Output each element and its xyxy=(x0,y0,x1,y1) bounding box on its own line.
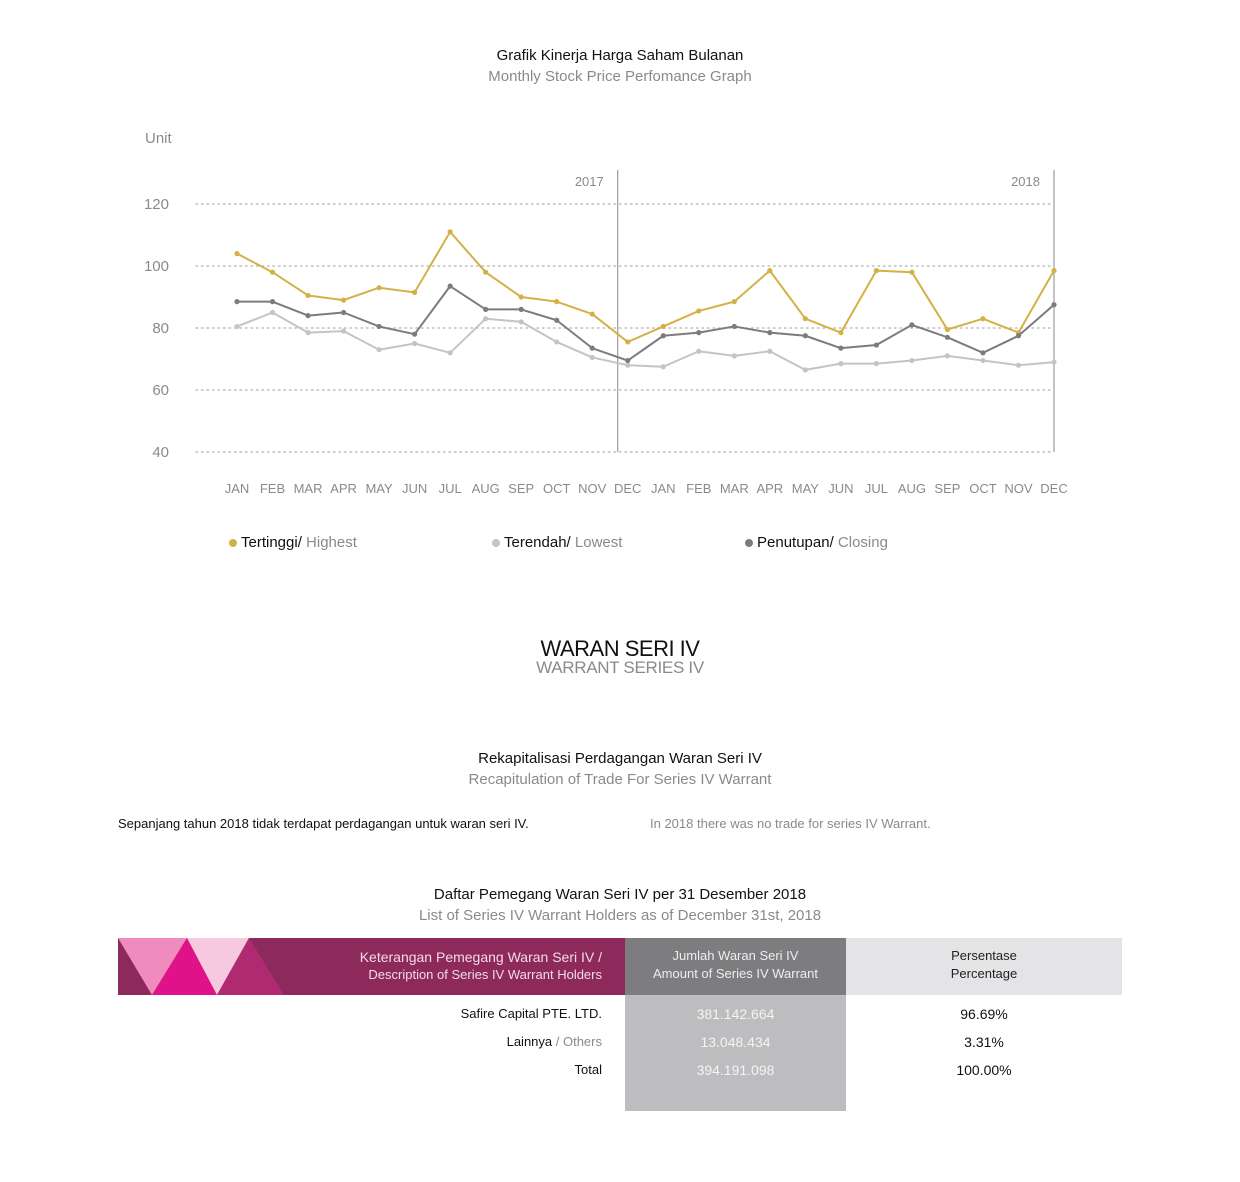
header-percentage-en: Percentage xyxy=(950,966,1018,981)
data-point-lowest xyxy=(483,316,488,321)
data-point-lowest xyxy=(590,355,595,360)
legend-item-lowest xyxy=(492,534,622,551)
data-point-closing xyxy=(803,333,808,338)
header-description-id: Keterangan Pemegang Waran Seri IV / xyxy=(359,949,602,965)
holder-amount: 13.048.434 xyxy=(700,1034,771,1050)
legend-dot-lowest xyxy=(492,539,500,547)
data-point-lowest xyxy=(1051,360,1056,365)
stock-price-chart xyxy=(0,120,1240,510)
data-point-highest xyxy=(590,311,595,316)
x-tick-label: MAR xyxy=(719,481,749,496)
x-tick-label: DEC xyxy=(1040,481,1068,496)
data-point-lowest xyxy=(519,319,524,324)
data-point-closing xyxy=(874,342,879,347)
data-point-closing xyxy=(980,350,985,355)
legend-label-highest-en: Highest xyxy=(306,534,357,551)
data-point-lowest xyxy=(305,330,310,335)
recap-subtitle: Recapitulation of Trade For Series IV Warrant xyxy=(468,771,772,788)
data-point-closing xyxy=(625,358,630,363)
data-point-closing xyxy=(519,307,524,312)
data-point-lowest xyxy=(661,364,666,369)
x-tick-label: JUN xyxy=(828,481,854,496)
total-percentage: 100.00% xyxy=(956,1062,1012,1078)
y-tick-label: 60 xyxy=(152,382,169,399)
x-tick-label: MAR xyxy=(293,481,323,496)
x-tick-label: JUL xyxy=(864,481,888,496)
y-tick-label: 40 xyxy=(152,444,169,461)
data-point-closing xyxy=(341,310,346,315)
data-point-highest xyxy=(838,330,843,335)
holder-name-id: Lainnya xyxy=(506,1034,553,1049)
legend-label-highest: Tertinggi/ xyxy=(241,534,302,551)
no-trade-note-en: In 2018 there was no trade for series IV Warrant. xyxy=(650,816,931,831)
x-tick-label: JUN xyxy=(401,481,428,496)
data-point-highest xyxy=(767,268,772,273)
data-point-lowest xyxy=(448,350,453,355)
holder-name: Safire Capital PTE. LTD. xyxy=(460,1006,602,1021)
legend-dot-highest xyxy=(229,539,237,547)
holder-percentage: 3.31% xyxy=(964,1034,1004,1050)
data-point-highest xyxy=(376,285,381,290)
data-point-closing xyxy=(483,307,488,312)
y-tick-label: 100 xyxy=(143,258,169,275)
data-point-highest xyxy=(519,294,524,299)
legend-item-closing xyxy=(745,534,888,551)
chart-subtitle: Monthly Stock Price Perfomance Graph xyxy=(488,68,752,85)
data-point-lowest xyxy=(341,329,346,334)
header-description-en: Description of Series IV Warrant Holders xyxy=(368,967,602,982)
data-point-highest xyxy=(696,308,701,313)
data-point-closing xyxy=(1016,333,1021,338)
x-tick-label: FEB xyxy=(686,481,712,496)
data-point-closing xyxy=(234,299,239,304)
data-point-closing xyxy=(590,346,595,351)
x-tick-label: AUG xyxy=(897,481,926,496)
data-point-lowest xyxy=(270,310,275,315)
data-point-highest xyxy=(909,270,914,275)
data-point-highest xyxy=(874,268,879,273)
data-point-closing xyxy=(732,324,737,329)
warrant-subtitle: WARRANT SERIES IV xyxy=(536,658,704,677)
y-axis-label: Unit xyxy=(145,130,172,147)
data-point-highest xyxy=(270,270,275,275)
legend-dot-closing xyxy=(745,539,753,547)
series-line-highest xyxy=(237,232,1054,342)
table-row xyxy=(0,1006,1240,1026)
x-tick-label: FEB xyxy=(259,481,286,496)
data-point-lowest xyxy=(767,349,772,354)
decorative-triangles-icon xyxy=(118,938,288,995)
legend-item-highest xyxy=(229,534,357,551)
data-point-lowest xyxy=(909,358,914,363)
legend-label-lowest-en: Lowest xyxy=(574,534,623,551)
data-point-highest xyxy=(732,299,737,304)
data-point-lowest xyxy=(838,361,843,366)
recap-title: Rekapitalisasi Perdagangan Waran Seri IV xyxy=(478,750,762,767)
data-point-highest xyxy=(803,316,808,321)
data-point-lowest xyxy=(376,347,381,352)
table-row-total xyxy=(0,1062,1240,1082)
x-tick-label: AUG xyxy=(471,481,500,496)
header-percentage-id: Persentase xyxy=(951,948,1017,963)
header-amount xyxy=(625,938,846,995)
data-point-lowest xyxy=(554,339,559,344)
chart-title: Grafik Kinerja Harga Saham Bulanan xyxy=(496,47,744,64)
x-tick-label: SEP xyxy=(934,481,961,496)
data-point-closing xyxy=(412,332,417,337)
header-description xyxy=(360,948,602,984)
header-amount-id: Jumlah Waran Seri IV xyxy=(672,948,799,963)
data-point-closing xyxy=(909,322,914,327)
data-point-lowest xyxy=(234,324,239,329)
x-tick-label: MAY xyxy=(365,481,393,496)
x-tick-label: OCT xyxy=(969,481,997,496)
x-tick-label: MAY xyxy=(791,481,819,496)
data-point-closing xyxy=(1051,302,1056,307)
warrant-title: WARAN SERI IV xyxy=(540,636,700,661)
y-tick-label: 80 xyxy=(152,320,169,337)
x-tick-label: JAN xyxy=(650,481,676,496)
total-amount: 394.191.098 xyxy=(696,1062,775,1078)
data-point-lowest xyxy=(625,363,630,368)
x-tick-label: OCT xyxy=(542,481,571,496)
x-tick-label: JUL xyxy=(438,481,462,496)
x-tick-label: DEC xyxy=(614,481,642,496)
data-point-highest xyxy=(1051,268,1056,273)
data-point-highest xyxy=(234,251,239,256)
legend-label-lowest: Terendah/ xyxy=(504,534,571,551)
holder-name xyxy=(507,1034,602,1049)
data-point-highest xyxy=(448,229,453,234)
data-point-closing xyxy=(376,324,381,329)
x-tick-label: SEP xyxy=(508,481,535,496)
x-tick-label: NOV xyxy=(1004,481,1033,496)
header-percentage xyxy=(846,938,1122,995)
x-tick-label: NOV xyxy=(578,481,607,496)
data-point-closing xyxy=(696,330,701,335)
series-line-lowest xyxy=(237,313,1054,370)
legend-label-closing-en: Closing xyxy=(837,534,888,551)
data-point-closing xyxy=(767,330,772,335)
holders-title: Daftar Pemegang Waran Seri IV per 31 Desember 2018 xyxy=(433,886,807,903)
holder-amount: 381.142.664 xyxy=(696,1006,775,1022)
data-point-lowest xyxy=(732,353,737,358)
data-point-lowest xyxy=(980,358,985,363)
data-point-highest xyxy=(661,324,666,329)
data-point-lowest xyxy=(696,349,701,354)
data-point-highest xyxy=(554,299,559,304)
data-point-highest xyxy=(305,293,310,298)
x-tick-label: APR xyxy=(330,481,357,496)
x-tick-label: JAN xyxy=(224,481,250,496)
data-point-lowest xyxy=(1016,363,1021,368)
chart-legend xyxy=(0,534,1240,556)
data-point-closing xyxy=(554,318,559,323)
data-point-closing xyxy=(270,299,275,304)
data-point-highest xyxy=(412,290,417,295)
series-line-closing xyxy=(237,286,1054,360)
x-tick-label: APR xyxy=(756,481,784,496)
holder-percentage: 96.69% xyxy=(960,1006,1008,1022)
data-point-highest xyxy=(483,270,488,275)
legend-label-closing: Penutupan/ xyxy=(757,534,834,551)
data-point-highest xyxy=(945,327,950,332)
y-tick-label: 120 xyxy=(143,196,169,213)
data-point-closing xyxy=(661,333,666,338)
data-point-closing xyxy=(448,284,453,289)
header-amount-en: Amount of Series IV Warrant xyxy=(653,966,818,981)
data-point-highest xyxy=(625,339,630,344)
holder-name-en: / Others xyxy=(552,1034,602,1049)
data-point-lowest xyxy=(412,341,417,346)
data-point-closing xyxy=(305,313,310,318)
data-point-closing xyxy=(945,335,950,340)
holders-subtitle: List of Series IV Warrant Holders as of December 31st, 2018 xyxy=(418,907,822,924)
data-point-lowest xyxy=(874,361,879,366)
holders-table-header xyxy=(118,938,1122,995)
data-point-closing xyxy=(838,346,843,351)
no-trade-note-id: Sepanjang tahun 2018 tidak terdapat perdagangan untuk waran seri IV. xyxy=(118,816,529,831)
data-point-lowest xyxy=(945,353,950,358)
data-point-lowest xyxy=(803,367,808,372)
year-label: 2017 xyxy=(574,174,604,189)
year-label: 2018 xyxy=(1011,174,1040,189)
data-point-highest xyxy=(341,298,346,303)
table-row xyxy=(0,1034,1240,1054)
total-label: Total xyxy=(574,1062,602,1077)
data-point-highest xyxy=(980,316,985,321)
